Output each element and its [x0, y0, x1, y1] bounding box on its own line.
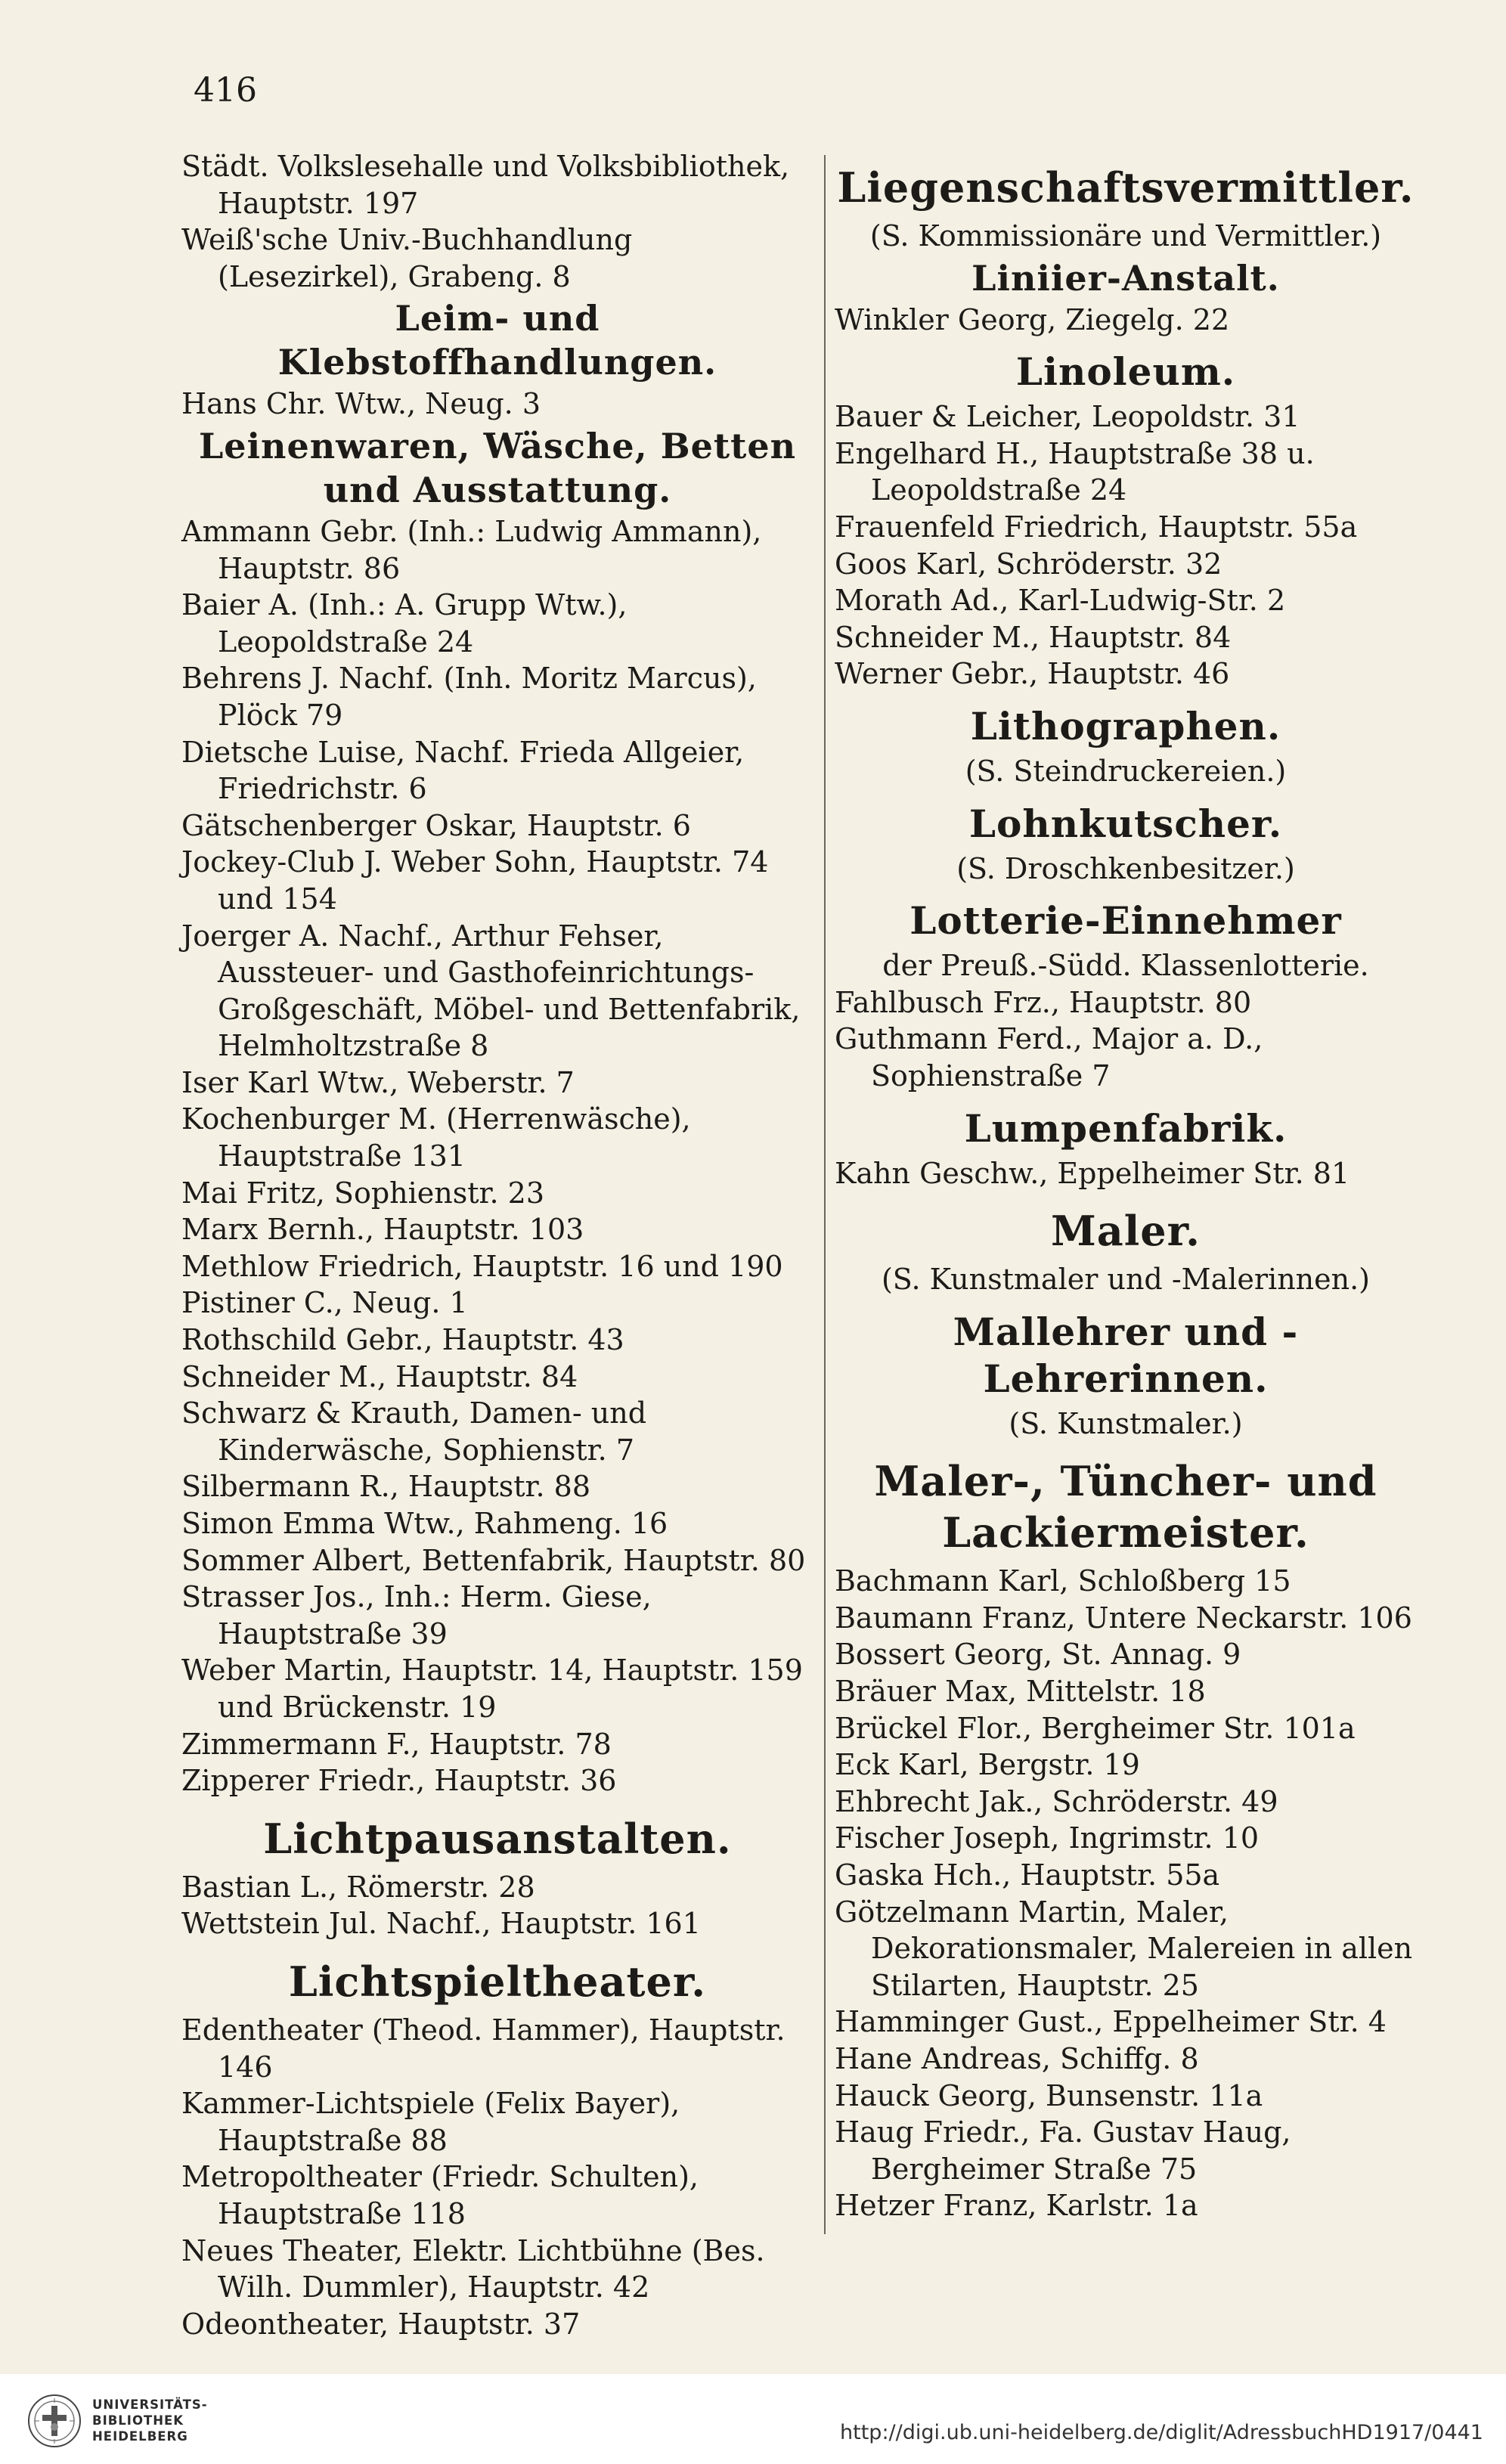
source-url-link[interactable]: http://digi.ub.uni-heidelberg.de/diglit/AdressbuchHD1917/0441 — [840, 2421, 1483, 2444]
page-number: 416 — [194, 71, 257, 110]
directory-entry: Schneider M., Hauptstr. 84 — [835, 620, 1232, 654]
directory-entry: Metropoltheater (Friedr. Schulten), Hauptstraße 118 — [181, 2160, 699, 2230]
section-heading: Mallehrer und -Lehrerinnen. — [953, 1309, 1299, 1401]
directory-entry: Hane Andreas, Schiffg. 8 — [835, 2042, 1199, 2075]
left-column — [181, 148, 813, 2342]
section-heading: Lotterie-Einnehmer — [909, 898, 1342, 944]
section-heading: Liniier-Anstalt. — [971, 257, 1280, 299]
section-heading: Leinenwaren, Wäsche, Betten und Ausstattung. — [198, 425, 797, 510]
directory-entry: Simon Emma Wtw., Rahmeng. 16 — [181, 1507, 668, 1540]
section-heading: Maler. — [1051, 1207, 1201, 1256]
section-heading: Lumpenfabrik. — [964, 1105, 1288, 1151]
directory-entry: Hauck Georg, Bunsenstr. 11a — [835, 2078, 1263, 2112]
directory-entry: Eck Karl, Bergstr. 19 — [835, 1748, 1140, 1782]
directory-entry: Strasser Jos., Inh.: Herm. Giese, Hauptstraße 39 — [181, 1580, 652, 1650]
directory-entry: Methlow Friedrich, Hauptstr. 16 und 190 — [181, 1249, 783, 1283]
directory-entry: Weiß'sche Univ.-Buchhandlung (Lesezirkel), Grabeng. 8 — [181, 223, 633, 293]
directory-entry: Kahn Geschw., Eppelheimer Str. 81 — [835, 1156, 1350, 1190]
section-heading: Leim- und Klebstoffhandlungen. — [277, 298, 717, 383]
directory-entry: Baumann Franz, Untere Neckarstr. 106 — [835, 1601, 1412, 1635]
directory-entry: Dietsche Luise, Nachf. Frieda Allgeier, Friedrichstr. 6 — [181, 735, 745, 806]
cross-reference-note: (S. Droschkenbesitzer.) — [956, 851, 1295, 885]
directory-entry: Kammer-Lichtspiele (Felix Bayer), Hauptstraße 88 — [181, 2087, 680, 2157]
directory-entry: Bastian L., Römerstr. 28 — [181, 1870, 535, 1904]
section-heading: Lohnkutscher. — [968, 801, 1283, 846]
section-heading: Lichtpausanstalten. — [263, 1814, 732, 1863]
right-column — [835, 148, 1417, 2224]
directory-entry: Pistiner C., Neug. 1 — [181, 1286, 468, 1320]
directory-entry: Baier A. (Inh.: A. Grupp Wtw.), Leopoldstraße 24 — [181, 588, 628, 659]
directory-entry: Morath Ad., Karl-Ludwig-Str. 2 — [835, 584, 1286, 618]
section-heading: Maler-, Tüncher- und Lackiermeister. — [874, 1457, 1377, 1557]
directory-entry: Bossert Georg, St. Annag. 9 — [835, 1638, 1241, 1672]
directory-entry: Fahlbusch Frz., Hauptstr. 80 — [835, 985, 1252, 1019]
cross-reference-note: (S. Kunstmaler.) — [1009, 1406, 1243, 1440]
directory-entry: Zipperer Friedr., Hauptstr. 36 — [181, 1764, 617, 1798]
directory-entry: Marx Bernh., Hauptstr. 103 — [181, 1213, 584, 1247]
institution-line-1: UNIVERSITÄTS- — [92, 2397, 208, 2412]
directory-entry: Goos Karl, Schröderstr. 32 — [835, 547, 1222, 581]
directory-entry: Silbermann R., Hauptstr. 88 — [181, 1470, 591, 1504]
directory-entry: Iser Karl Wtw., Weberstr. 7 — [181, 1065, 575, 1099]
cross-reference-note: (S. Steindruckereien.) — [965, 754, 1287, 788]
cross-reference-note: der Preuß.-Südd. Klassenlotterie. — [882, 949, 1369, 983]
footer — [0, 2374, 1506, 2464]
institution-line-2: BIBLIOTHEK — [92, 2413, 184, 2428]
section-heading: Linoleum. — [1015, 349, 1236, 395]
directory-entry: Schwarz & Krauth, Damen- und Kinderwäsche, Sophienstr. 7 — [181, 1396, 647, 1467]
directory-entry: Hetzer Franz, Karlstr. 1a — [835, 2189, 1198, 2223]
directory-entry: Gätschenberger Oskar, Hauptstr. 6 — [181, 808, 691, 842]
directory-entry: Hamminger Gust., Eppelheimer Str. 4 — [835, 2005, 1387, 2039]
directory-entry: Haug Friedr., Fa. Gustav Haug, Bergheimer Straße 75 — [835, 2115, 1291, 2186]
directory-entry: Schneider M., Hauptstr. 84 — [181, 1359, 578, 1393]
directory-entry: Ehbrecht Jak., Schröderstr. 49 — [835, 1784, 1278, 1818]
directory-entry: Wettstein Jul. Nachf., Hauptstr. 161 — [181, 1907, 701, 1941]
directory-entry: Mai Fritz, Sophienstr. 23 — [181, 1176, 545, 1210]
directory-entry: Joerger A. Nachf., Arthur Fehser, Aussteuer- und Gasthofeinrichtungs-Großgeschäft, Möbel- und Bettenfabrik, Helmholtzstraße 8 — [181, 919, 801, 1063]
directory-entry: Frauenfeld Friedrich, Hauptstr. 55a — [835, 510, 1358, 544]
column-divider — [824, 155, 826, 2234]
directory-entry: Bachmann Karl, Schloßberg 15 — [835, 1564, 1291, 1598]
directory-entry: Zimmermann F., Hauptstr. 78 — [181, 1727, 612, 1761]
directory-entry: Kochenburger M. (Herrenwäsche), Hauptstraße 131 — [181, 1102, 691, 1173]
directory-entry: Ammann Gebr. (Inh.: Ludwig Ammann), Hauptstr. 86 — [181, 514, 762, 585]
directory-entry: Rothschild Gebr., Hauptstr. 43 — [181, 1323, 624, 1357]
directory-entry: Städt. Volkslesehalle und Volksbibliothek, Hauptstr. 197 — [181, 150, 790, 220]
university-seal-icon — [26, 2392, 83, 2450]
section-heading: Lichtspieltheater. — [288, 1957, 707, 2006]
directory-entry: Guthmann Ferd., Major a. D., Sophienstraße 7 — [835, 1022, 1263, 1093]
directory-entry: Fischer Joseph, Ingrimstr. 10 — [835, 1821, 1260, 1855]
section-heading: Lithographen. — [970, 703, 1281, 748]
directory-entry: Bauer & Leicher, Leopoldstr. 31 — [835, 400, 1300, 434]
directory-entry: Bräuer Max, Mittelstr. 18 — [835, 1675, 1206, 1709]
cross-reference-note: (S. Kunstmaler und -Malerinnen.) — [881, 1263, 1371, 1297]
cross-reference-note: (S. Kommissionäre und Vermittler.) — [869, 219, 1382, 253]
directory-entry: Behrens J. Nachf. (Inh. Moritz Marcus), Plöck 79 — [181, 662, 757, 732]
directory-entry: Gaska Hch., Hauptstr. 55a — [835, 1858, 1220, 1892]
directory-entry: Neues Theater, Elektr. Lichtbühne (Bes. Wilh. Dummler), Hauptstr. 42 — [181, 2233, 765, 2304]
directory-entry: Odeontheater, Hauptstr. 37 — [181, 2307, 581, 2341]
directory-entry: Jockey-Club J. Weber Sohn, Hauptstr. 74 und 154 — [181, 845, 769, 916]
directory-entry: Engelhard H., Hauptstraße 38 u. Leopoldstraße 24 — [835, 436, 1315, 507]
directory-entry: Weber Martin, Hauptstr. 14, Hauptstr. 159 und Brückenstr. 19 — [181, 1654, 803, 1724]
institution-name — [92, 2397, 208, 2444]
directory-entry: Götzelmann Martin, Maler, Dekorationsmaler, Malereien in allen Stilarten, Hauptstr. 25 — [835, 1895, 1413, 2002]
directory-entry: Werner Gebr., Hauptstr. 46 — [835, 657, 1230, 691]
directory-entry: Sommer Albert, Bettenfabrik, Hauptstr. 80 — [181, 1543, 806, 1577]
directory-entry: Hans Chr. Wtw., Neug. 3 — [181, 387, 541, 421]
directory-entry: Edentheater (Theod. Hammer), Hauptstr. 146 — [181, 2013, 786, 2084]
directory-entry: Winkler Georg, Ziegelg. 22 — [835, 302, 1230, 336]
directory-entry: Brückel Flor., Bergheimer Str. 101a — [835, 1711, 1356, 1745]
institution-line-3: HEIDELBERG — [92, 2429, 188, 2444]
section-heading: Liegenschaftsvermittler. — [837, 163, 1415, 212]
